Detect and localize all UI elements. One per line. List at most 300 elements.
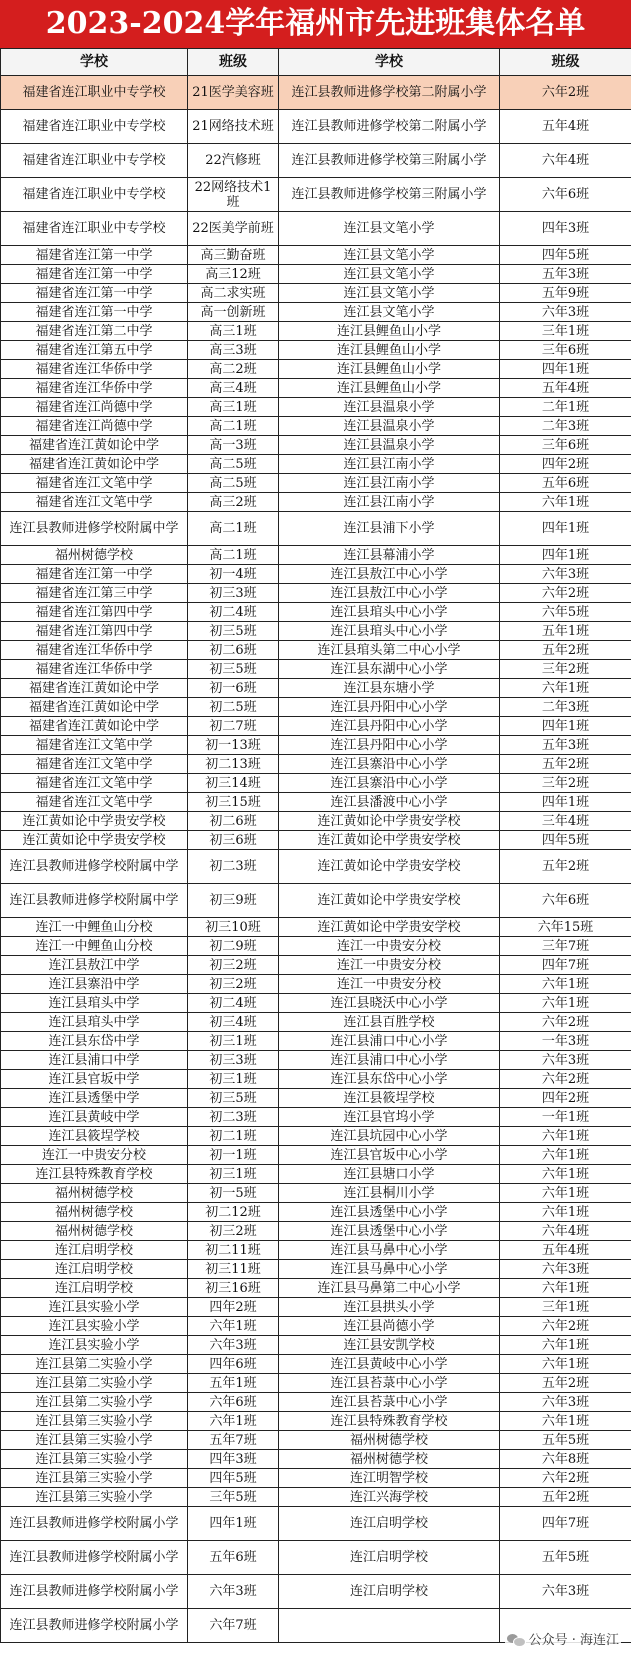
table-row <box>1 956 631 975</box>
table-row <box>1 1469 631 1488</box>
cell-school-left: 福建省连江文笔中学 <box>1 755 188 774</box>
cell-class-left: 六年1班 <box>188 1412 279 1431</box>
cell-school-left: 福建省连江职业中专学校 <box>1 212 188 246</box>
cell-school-right: 连江县东岱中心小学 <box>279 1070 500 1089</box>
table-row <box>1 1317 631 1336</box>
cell-class-left: 初二11班 <box>188 1241 279 1260</box>
cell-school-right: 连江县晓沃中心小学 <box>279 994 500 1013</box>
table-row <box>1 736 631 755</box>
cell-school-left: 连江县第三实验小学 <box>1 1431 188 1450</box>
cell-school-left: 福州树德学校 <box>1 1203 188 1222</box>
cell-school-right: 连江县苔菉中心小学 <box>279 1393 500 1412</box>
cell-class-right: 六年3班 <box>500 303 631 322</box>
cell-class-right: 四年1班 <box>500 717 631 736</box>
watermark <box>505 1629 621 1648</box>
cell-class-left: 四年3班 <box>188 1450 279 1469</box>
cell-class-left: 五年6班 <box>188 1541 279 1575</box>
cell-class-right: 六年3班 <box>500 1051 631 1070</box>
cell-class-right: 六年2班 <box>500 1469 631 1488</box>
cell-school-right: 连江县文笔小学 <box>279 246 500 265</box>
cell-school-left: 福建省连江尚德中学 <box>1 417 188 436</box>
cell-class-right: 六年2班 <box>500 1070 631 1089</box>
cell-school-left: 福建省连江职业中专学校 <box>1 144 188 178</box>
table-row <box>1 1051 631 1070</box>
cell-class-right: 五年2班 <box>500 850 631 884</box>
cell-class-left: 初三6班 <box>188 831 279 850</box>
cell-class-right: 四年1班 <box>500 512 631 546</box>
cell-school-right: 连江县苔菉中心小学 <box>279 1374 500 1393</box>
cell-school-right: 连江启明学校 <box>279 1575 500 1609</box>
cell-school-right: 连江县桐川小学 <box>279 1184 500 1203</box>
cell-school-right: 连江县丹阳中心小学 <box>279 717 500 736</box>
cell-school-right: 连江县寨沿中心小学 <box>279 755 500 774</box>
cell-school-right: 连江县浦下小学 <box>279 512 500 546</box>
cell-class-right: 五年2班 <box>500 755 631 774</box>
cell-class-right: 六年1班 <box>500 994 631 1013</box>
table-row <box>1 1222 631 1241</box>
cell-class-left: 初一5班 <box>188 1184 279 1203</box>
table-row <box>1 398 631 417</box>
cell-school-left: 连江县敖江中学 <box>1 956 188 975</box>
table-row <box>1 641 631 660</box>
cell-school-right: 连江县江南小学 <box>279 474 500 493</box>
table-row <box>1 1165 631 1184</box>
cell-class-left: 高二1班 <box>188 546 279 565</box>
cell-school-left: 连江黄如论中学贵安学校 <box>1 831 188 850</box>
cell-class-right: 五年4班 <box>500 110 631 144</box>
cell-school-left: 福建省连江职业中专学校 <box>1 76 188 110</box>
cell-school-left: 福建省连江黄如论中学 <box>1 698 188 717</box>
cell-class-right: 六年1班 <box>500 1355 631 1374</box>
cell-class-left: 初三16班 <box>188 1279 279 1298</box>
cell-class-right: 六年3班 <box>500 565 631 584</box>
table-row <box>1 76 631 110</box>
cell-school-right: 连江一中贵安分校 <box>279 937 500 956</box>
cell-class-left: 四年5班 <box>188 1469 279 1488</box>
cell-school-left: 连江县实验小学 <box>1 1317 188 1336</box>
cell-school-right: 连江县温泉小学 <box>279 398 500 417</box>
cell-class-right: 一年1班 <box>500 1108 631 1127</box>
cell-school-right: 连江一中贵安分校 <box>279 975 500 994</box>
cell-class-left: 高二求实班 <box>188 284 279 303</box>
cell-class-left: 初一4班 <box>188 565 279 584</box>
table-row <box>1 1241 631 1260</box>
cell-class-left: 高二5班 <box>188 455 279 474</box>
table-row <box>1 1260 631 1279</box>
cell-class-right: 四年2班 <box>500 1089 631 1108</box>
table-row <box>1 474 631 493</box>
cell-school-right: 连江县黄岐中心小学 <box>279 1355 500 1374</box>
table-row <box>1 265 631 284</box>
table-row <box>1 1541 631 1575</box>
cell-school-left: 连江县第三实验小学 <box>1 1412 188 1431</box>
cell-school-right: 连江县教师进修学校第二附属小学 <box>279 110 500 144</box>
cell-class-left: 高三1班 <box>188 398 279 417</box>
cell-school-right: 连江县马鼻中心小学 <box>279 1241 500 1260</box>
table-row <box>1 1575 631 1609</box>
cell-school-left: 福建省连江黄如论中学 <box>1 717 188 736</box>
cell-school-left: 连江县黄岐中学 <box>1 1108 188 1127</box>
table-row <box>1 1203 631 1222</box>
cell-class-left: 高三勤奋班 <box>188 246 279 265</box>
cell-school-left: 福建省连江第三中学 <box>1 584 188 603</box>
cell-class-right: 六年1班 <box>500 679 631 698</box>
cell-school-left: 连江县官坂中学 <box>1 1070 188 1089</box>
cell-class-right: 四年7班 <box>500 1507 631 1541</box>
cell-school-left: 福建省连江第一中学 <box>1 284 188 303</box>
cell-class-right: 六年1班 <box>500 1412 631 1431</box>
cell-school-left: 连江县第三实验小学 <box>1 1488 188 1507</box>
cell-class-left: 六年6班 <box>188 1393 279 1412</box>
cell-school-right: 连江县文笔小学 <box>279 212 500 246</box>
table-header-row <box>1 49 631 76</box>
cell-school-left: 连江县教师进修学校附属中学 <box>1 884 188 918</box>
table-row <box>1 360 631 379</box>
cell-school-left: 福建省连江第一中学 <box>1 565 188 584</box>
cell-school-left: 连江一中贵安分校 <box>1 1146 188 1165</box>
cell-school-right: 连江县琯头中心小学 <box>279 603 500 622</box>
cell-school-right: 连江县温泉小学 <box>279 436 500 455</box>
cell-class-right: 六年8班 <box>500 1450 631 1469</box>
cell-class-left: 初三2班 <box>188 975 279 994</box>
table-row <box>1 975 631 994</box>
cell-class-left: 初二13班 <box>188 755 279 774</box>
cell-class-right: 五年2班 <box>500 1374 631 1393</box>
cell-class-right: 五年9班 <box>500 284 631 303</box>
cell-class-left: 初三1班 <box>188 1070 279 1089</box>
cell-school-right: 连江县江南小学 <box>279 493 500 512</box>
cell-class-right: 四年3班 <box>500 212 631 246</box>
cell-school-left: 福建省连江职业中专学校 <box>1 110 188 144</box>
cell-class-right: 四年1班 <box>500 546 631 565</box>
cell-class-left: 初三3班 <box>188 584 279 603</box>
table-row <box>1 679 631 698</box>
cell-class-right: 四年1班 <box>500 793 631 812</box>
cell-school-right: 连江县寨沿中心小学 <box>279 774 500 793</box>
cell-class-right: 五年4班 <box>500 379 631 398</box>
cell-class-left: 四年2班 <box>188 1298 279 1317</box>
cell-school-left: 连江县东岱中学 <box>1 1032 188 1051</box>
table-row <box>1 246 631 265</box>
cell-school-right: 连江县鲤鱼山小学 <box>279 360 500 379</box>
cell-class-right: 六年1班 <box>500 1184 631 1203</box>
table-row <box>1 455 631 474</box>
cell-class-left: 四年1班 <box>188 1507 279 1541</box>
cell-class-right: 六年5班 <box>500 603 631 622</box>
cell-class-right: 六年4班 <box>500 144 631 178</box>
cell-school-left: 福建省连江第四中学 <box>1 622 188 641</box>
cell-school-right: 连江县潘渡中心小学 <box>279 793 500 812</box>
cell-school-left: 连江县教师进修学校附属小学 <box>1 1609 188 1643</box>
table-row <box>1 110 631 144</box>
cell-class-right: 五年6班 <box>500 474 631 493</box>
cell-school-left: 福建省连江尚德中学 <box>1 398 188 417</box>
wechat-icon <box>507 1632 525 1646</box>
table-row <box>1 1393 631 1412</box>
table-row <box>1 622 631 641</box>
table-row <box>1 1070 631 1089</box>
cell-school-right: 连江黄如论中学贵安学校 <box>279 884 500 918</box>
table-row <box>1 793 631 812</box>
cell-school-left: 福建省连江职业中专学校 <box>1 178 188 212</box>
table-row <box>1 1488 631 1507</box>
cell-school-right: 连江县敖江中心小学 <box>279 584 500 603</box>
cell-school-left: 福建省连江华侨中学 <box>1 660 188 679</box>
cell-class-right: 三年1班 <box>500 322 631 341</box>
cell-school-left: 福建省连江黄如论中学 <box>1 679 188 698</box>
cell-school-right: 连江县东塘小学 <box>279 679 500 698</box>
table-row <box>1 303 631 322</box>
cell-class-right: 三年4班 <box>500 812 631 831</box>
cell-school-left: 连江县第三实验小学 <box>1 1469 188 1488</box>
cell-school-left: 连江县第二实验小学 <box>1 1374 188 1393</box>
table-row <box>1 1298 631 1317</box>
cell-school-left: 连江县教师进修学校附属中学 <box>1 850 188 884</box>
cell-class-left: 初三15班 <box>188 793 279 812</box>
cell-school-right: 连江兴海学校 <box>279 1488 500 1507</box>
cell-school-left: 连江县琯头中学 <box>1 1013 188 1032</box>
cell-school-right: 连江县东湖中心小学 <box>279 660 500 679</box>
cell-school-left: 连江启明学校 <box>1 1241 188 1260</box>
cell-school-right: 连江县塘口小学 <box>279 1165 500 1184</box>
header-school-left: 学校 <box>1 49 188 76</box>
cell-school-right: 连江县特殊教育学校 <box>279 1412 500 1431</box>
cell-class-left: 高二1班 <box>188 512 279 546</box>
cell-school-left: 福建省连江第一中学 <box>1 246 188 265</box>
cell-school-right: 连江县百胜学校 <box>279 1013 500 1032</box>
cell-school-right: 连江县文笔小学 <box>279 284 500 303</box>
table-row <box>1 144 631 178</box>
cell-school-right: 连江黄如论中学贵安学校 <box>279 812 500 831</box>
table-row <box>1 884 631 918</box>
table-row <box>1 284 631 303</box>
table-row <box>1 1279 631 1298</box>
table-row <box>1 546 631 565</box>
cell-class-left: 初三3班 <box>188 1051 279 1070</box>
cell-school-left: 福建省连江第二中学 <box>1 322 188 341</box>
cell-school-left: 福建省连江文笔中学 <box>1 774 188 793</box>
table-row <box>1 1450 631 1469</box>
table-row <box>1 850 631 884</box>
cell-class-left: 高三12班 <box>188 265 279 284</box>
cell-school-right: 连江启明学校 <box>279 1541 500 1575</box>
cell-school-right: 连江黄如论中学贵安学校 <box>279 850 500 884</box>
cell-class-right: 六年1班 <box>500 1146 631 1165</box>
cell-school-left: 福建省连江文笔中学 <box>1 736 188 755</box>
cell-class-left: 三年5班 <box>188 1488 279 1507</box>
cell-class-right: 六年6班 <box>500 178 631 212</box>
cell-school-right: 连江县温泉小学 <box>279 417 500 436</box>
table-row <box>1 512 631 546</box>
cell-school-left: 福州树德学校 <box>1 546 188 565</box>
cell-class-right: 四年5班 <box>500 831 631 850</box>
cell-class-right: 六年2班 <box>500 1317 631 1336</box>
table-row <box>1 1146 631 1165</box>
table-row <box>1 918 631 937</box>
cell-school-right: 连江县文笔小学 <box>279 265 500 284</box>
cell-class-left: 五年7班 <box>188 1431 279 1450</box>
cell-class-left: 初三14班 <box>188 774 279 793</box>
cell-class-left: 初二4班 <box>188 603 279 622</box>
award-table <box>0 48 631 1643</box>
cell-class-right: 五年2班 <box>500 641 631 660</box>
cell-class-left: 21网络技术班 <box>188 110 279 144</box>
cell-class-left: 初一6班 <box>188 679 279 698</box>
cell-class-left: 初三4班 <box>188 1013 279 1032</box>
cell-school-right: 连江县幕浦小学 <box>279 546 500 565</box>
cell-school-left: 福建省连江第一中学 <box>1 303 188 322</box>
table-row <box>1 493 631 512</box>
cell-class-left: 初三5班 <box>188 660 279 679</box>
table-row <box>1 603 631 622</box>
table-row <box>1 1374 631 1393</box>
cell-school-right: 连江明智学校 <box>279 1469 500 1488</box>
cell-school-right: 连江黄如论中学贵安学校 <box>279 918 500 937</box>
cell-class-right: 五年3班 <box>500 265 631 284</box>
cell-school-right: 福州树德学校 <box>279 1450 500 1469</box>
cell-school-left: 连江县教师进修学校附属小学 <box>1 1575 188 1609</box>
cell-school-right: 连江县文笔小学 <box>279 303 500 322</box>
table-row <box>1 565 631 584</box>
cell-class-right: 二年1班 <box>500 398 631 417</box>
cell-school-left: 福建省连江华侨中学 <box>1 641 188 660</box>
cell-class-right: 六年2班 <box>500 76 631 110</box>
page-title: 2023-2024学年福州市先进班集体名单 <box>0 0 631 48</box>
table-row <box>1 660 631 679</box>
cell-school-left: 连江县寨沿中学 <box>1 975 188 994</box>
cell-school-right: 连江县教师进修学校第三附属小学 <box>279 178 500 212</box>
cell-class-right: 一年3班 <box>500 1032 631 1051</box>
cell-class-right: 五年1班 <box>500 622 631 641</box>
cell-class-right: 五年5班 <box>500 1431 631 1450</box>
cell-school-left: 连江县第二实验小学 <box>1 1393 188 1412</box>
cell-class-right: 三年2班 <box>500 774 631 793</box>
cell-school-left: 福建省连江第一中学 <box>1 265 188 284</box>
cell-class-left: 六年7班 <box>188 1609 279 1643</box>
cell-class-left: 22汽修班 <box>188 144 279 178</box>
table-row <box>1 717 631 736</box>
cell-school-left: 连江县特殊教育学校 <box>1 1165 188 1184</box>
cell-school-left: 福建省连江黄如论中学 <box>1 455 188 474</box>
cell-class-right: 三年6班 <box>500 341 631 360</box>
table-row <box>1 774 631 793</box>
cell-class-right: 六年3班 <box>500 1393 631 1412</box>
watermark-text: 公众号 · 海连江 <box>528 1633 619 1648</box>
table-row <box>1 1127 631 1146</box>
table-row <box>1 1412 631 1431</box>
cell-class-left: 初三5班 <box>188 1089 279 1108</box>
cell-class-right: 三年7班 <box>500 937 631 956</box>
cell-school-left: 福建省连江第五中学 <box>1 341 188 360</box>
cell-school-right: 连江县拱头小学 <box>279 1298 500 1317</box>
cell-class-left: 初一1班 <box>188 1146 279 1165</box>
cell-class-right: 三年1班 <box>500 1298 631 1317</box>
cell-school-right: 连江县浦口中心小学 <box>279 1051 500 1070</box>
cell-class-right: 二年3班 <box>500 417 631 436</box>
table-row <box>1 698 631 717</box>
table-row <box>1 1013 631 1032</box>
cell-school-left: 连江黄如论中学贵安学校 <box>1 812 188 831</box>
cell-class-left: 初三11班 <box>188 1260 279 1279</box>
cell-school-left: 连江一中鲤鱼山分校 <box>1 918 188 937</box>
cell-class-left: 初二3班 <box>188 1108 279 1127</box>
cell-school-left: 福建省连江第四中学 <box>1 603 188 622</box>
cell-class-left: 六年3班 <box>188 1575 279 1609</box>
cell-class-right: 五年2班 <box>500 1488 631 1507</box>
cell-class-right: 四年2班 <box>500 455 631 474</box>
table-body <box>1 76 631 1643</box>
cell-class-right: 六年4班 <box>500 1222 631 1241</box>
cell-class-left: 初三5班 <box>188 622 279 641</box>
table-row <box>1 584 631 603</box>
cell-school-right: 连江黄如论中学贵安学校 <box>279 831 500 850</box>
cell-school-left: 福建省连江文笔中学 <box>1 474 188 493</box>
header-school-right: 学校 <box>279 49 500 76</box>
table-row <box>1 379 631 398</box>
cell-class-left: 22网络技术1班 <box>188 178 279 212</box>
cell-class-right: 四年1班 <box>500 360 631 379</box>
cell-class-left: 初三9班 <box>188 884 279 918</box>
table-row <box>1 994 631 1013</box>
table-row <box>1 1184 631 1203</box>
cell-school-right: 连江县教师进修学校第三附属小学 <box>279 144 500 178</box>
table-row <box>1 812 631 831</box>
cell-class-right: 六年1班 <box>500 493 631 512</box>
table-row <box>1 1336 631 1355</box>
cell-school-right: 连江县尚德小学 <box>279 1317 500 1336</box>
cell-class-left: 高二2班 <box>188 360 279 379</box>
cell-class-left: 高三1班 <box>188 322 279 341</box>
cell-school-right: 连江县坑园中心小学 <box>279 1127 500 1146</box>
cell-class-right: 六年1班 <box>500 975 631 994</box>
cell-class-right: 六年2班 <box>500 584 631 603</box>
cell-class-right: 五年3班 <box>500 736 631 755</box>
cell-school-left: 连江县教师进修学校附属中学 <box>1 512 188 546</box>
cell-class-left: 初二7班 <box>188 717 279 736</box>
cell-class-left: 初三2班 <box>188 1222 279 1241</box>
cell-school-left: 福建省连江华侨中学 <box>1 379 188 398</box>
cell-school-left: 福州树德学校 <box>1 1222 188 1241</box>
cell-school-right: 连江县浦口中心小学 <box>279 1032 500 1051</box>
table-row <box>1 831 631 850</box>
cell-class-left: 21医学美容班 <box>188 76 279 110</box>
cell-school-right: 连江县透堡中心小学 <box>279 1222 500 1241</box>
cell-class-right: 二年3班 <box>500 698 631 717</box>
cell-school-right: 连江县透堡中心小学 <box>279 1203 500 1222</box>
cell-school-right: 连江县官坞小学 <box>279 1108 500 1127</box>
cell-class-right: 六年3班 <box>500 1260 631 1279</box>
cell-class-right: 六年1班 <box>500 1203 631 1222</box>
cell-school-right: 连江县鲤鱼山小学 <box>279 322 500 341</box>
cell-school-right: 连江县鲤鱼山小学 <box>279 341 500 360</box>
cell-class-right: 四年5班 <box>500 246 631 265</box>
cell-class-left: 初三10班 <box>188 918 279 937</box>
header-class-right: 班级 <box>500 49 631 76</box>
cell-school-right: 连江县安凯学校 <box>279 1336 500 1355</box>
cell-class-left: 五年1班 <box>188 1374 279 1393</box>
cell-class-right: 六年1班 <box>500 1127 631 1146</box>
table-row <box>1 436 631 455</box>
cell-class-left: 初二3班 <box>188 850 279 884</box>
cell-school-right: 连江启明学校 <box>279 1507 500 1541</box>
cell-school-right: 连江县马鼻第二中心小学 <box>279 1279 500 1298</box>
cell-school-left: 连江启明学校 <box>1 1260 188 1279</box>
cell-class-left: 高三3班 <box>188 341 279 360</box>
cell-class-left: 初一13班 <box>188 736 279 755</box>
cell-class-right: 六年2班 <box>500 1013 631 1032</box>
cell-school-left: 连江启明学校 <box>1 1279 188 1298</box>
table-row <box>1 1355 631 1374</box>
